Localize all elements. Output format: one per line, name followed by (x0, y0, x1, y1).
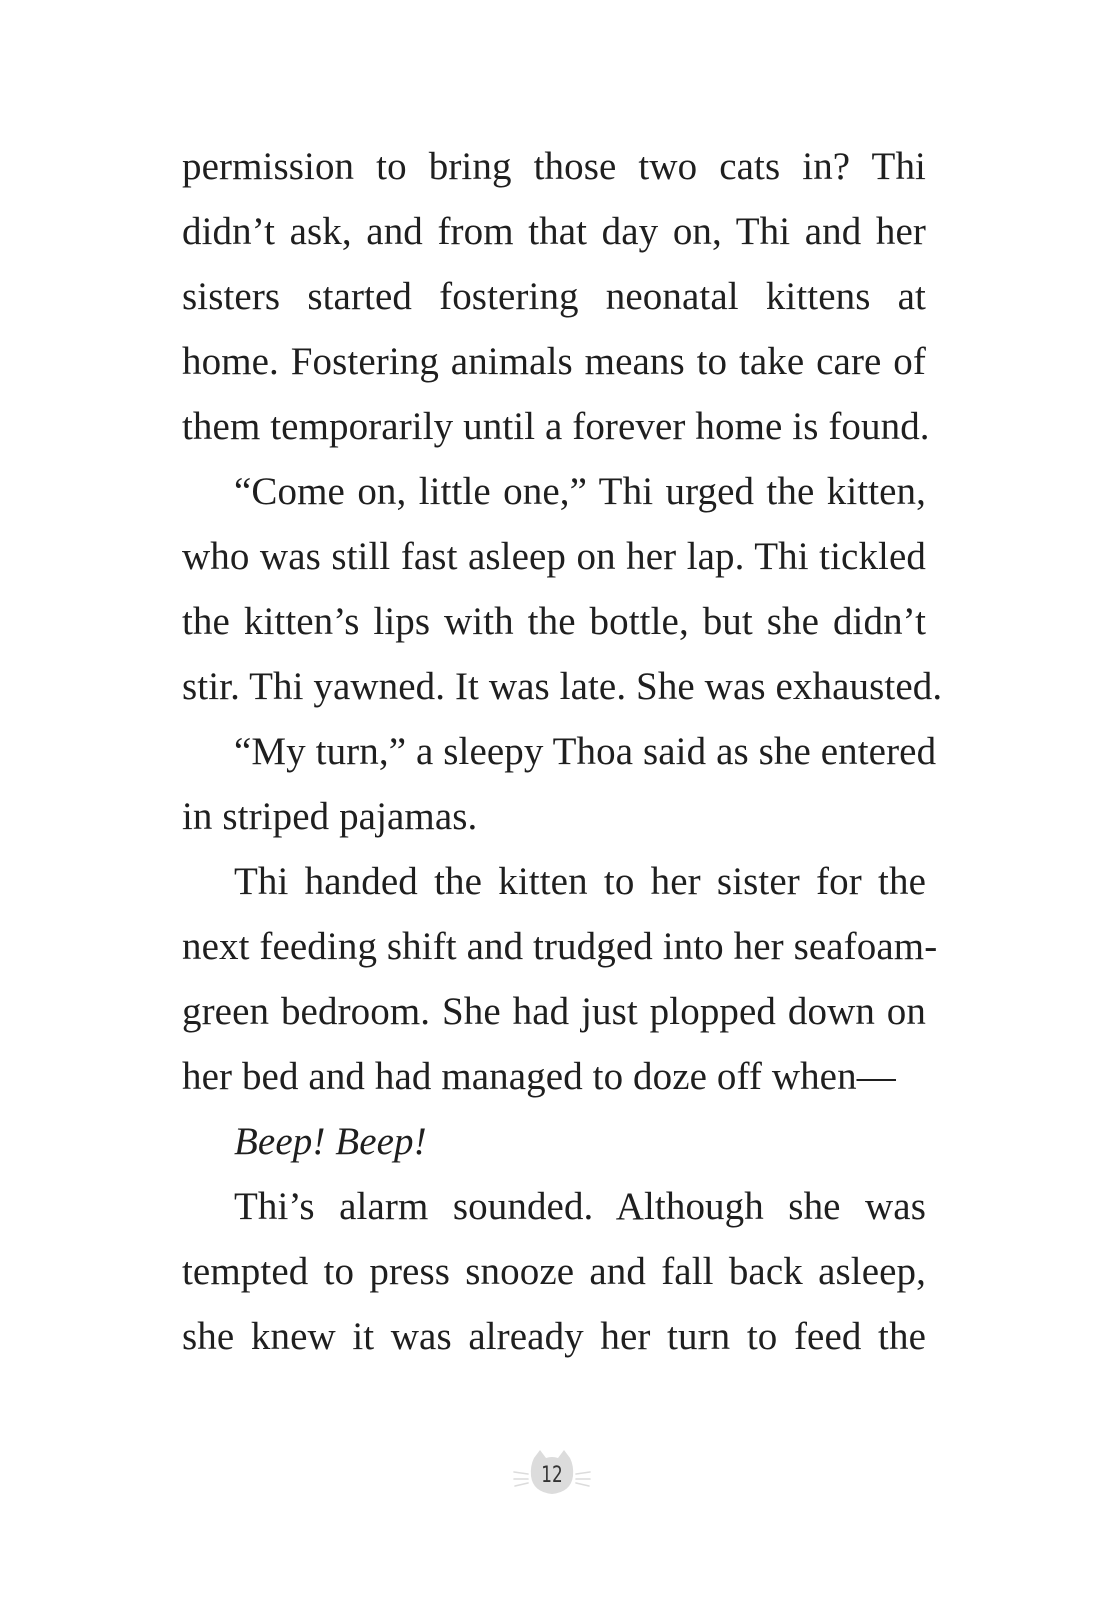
text-line: her bed and had managed to doze off when— (182, 1055, 896, 1098)
text-line: she knew it was already her turn to feed the (182, 1315, 926, 1358)
text-line: home. Fostering animals means to take care of (182, 340, 926, 383)
text-line: green bedroom. She had just plopped down on (182, 990, 926, 1033)
text-line: didn’t ask, and from that day on, Thi and her (182, 210, 926, 253)
text-line: Thi’s alarm sounded. Although she was (234, 1185, 926, 1228)
text-line: in striped pajamas. (182, 795, 478, 838)
text-line: sisters started fostering neonatal kittens at (182, 275, 926, 318)
text-line: “Come on, little one,” Thi urged the kitten, (234, 470, 926, 513)
page-footer (512, 1448, 592, 1498)
text-line: who was still fast asleep on her lap. Thi tickled (182, 535, 926, 578)
text-line: Thi handed the kitten to her sister for the (234, 860, 926, 903)
text-line: next feeding shift and trudged into her seafoam- (182, 925, 938, 968)
text-line: tempted to press snooze and fall back asleep, (182, 1250, 926, 1293)
text-line: stir. Thi yawned. It was late. She was exhausted. (182, 665, 943, 708)
text-line: them temporarily until a forever home is found. (182, 405, 930, 448)
text-line: “My turn,” a sleepy Thoa said as she entered (234, 730, 937, 773)
text-line: permission to bring those two cats in? Thi (182, 145, 926, 188)
page-number: 12 (541, 1463, 563, 1488)
text-line-italic: Beep! Beep! (234, 1120, 427, 1163)
text-line: the kitten’s lips with the bottle, but she didn’t (182, 600, 926, 643)
body-text (182, 134, 943, 1369)
